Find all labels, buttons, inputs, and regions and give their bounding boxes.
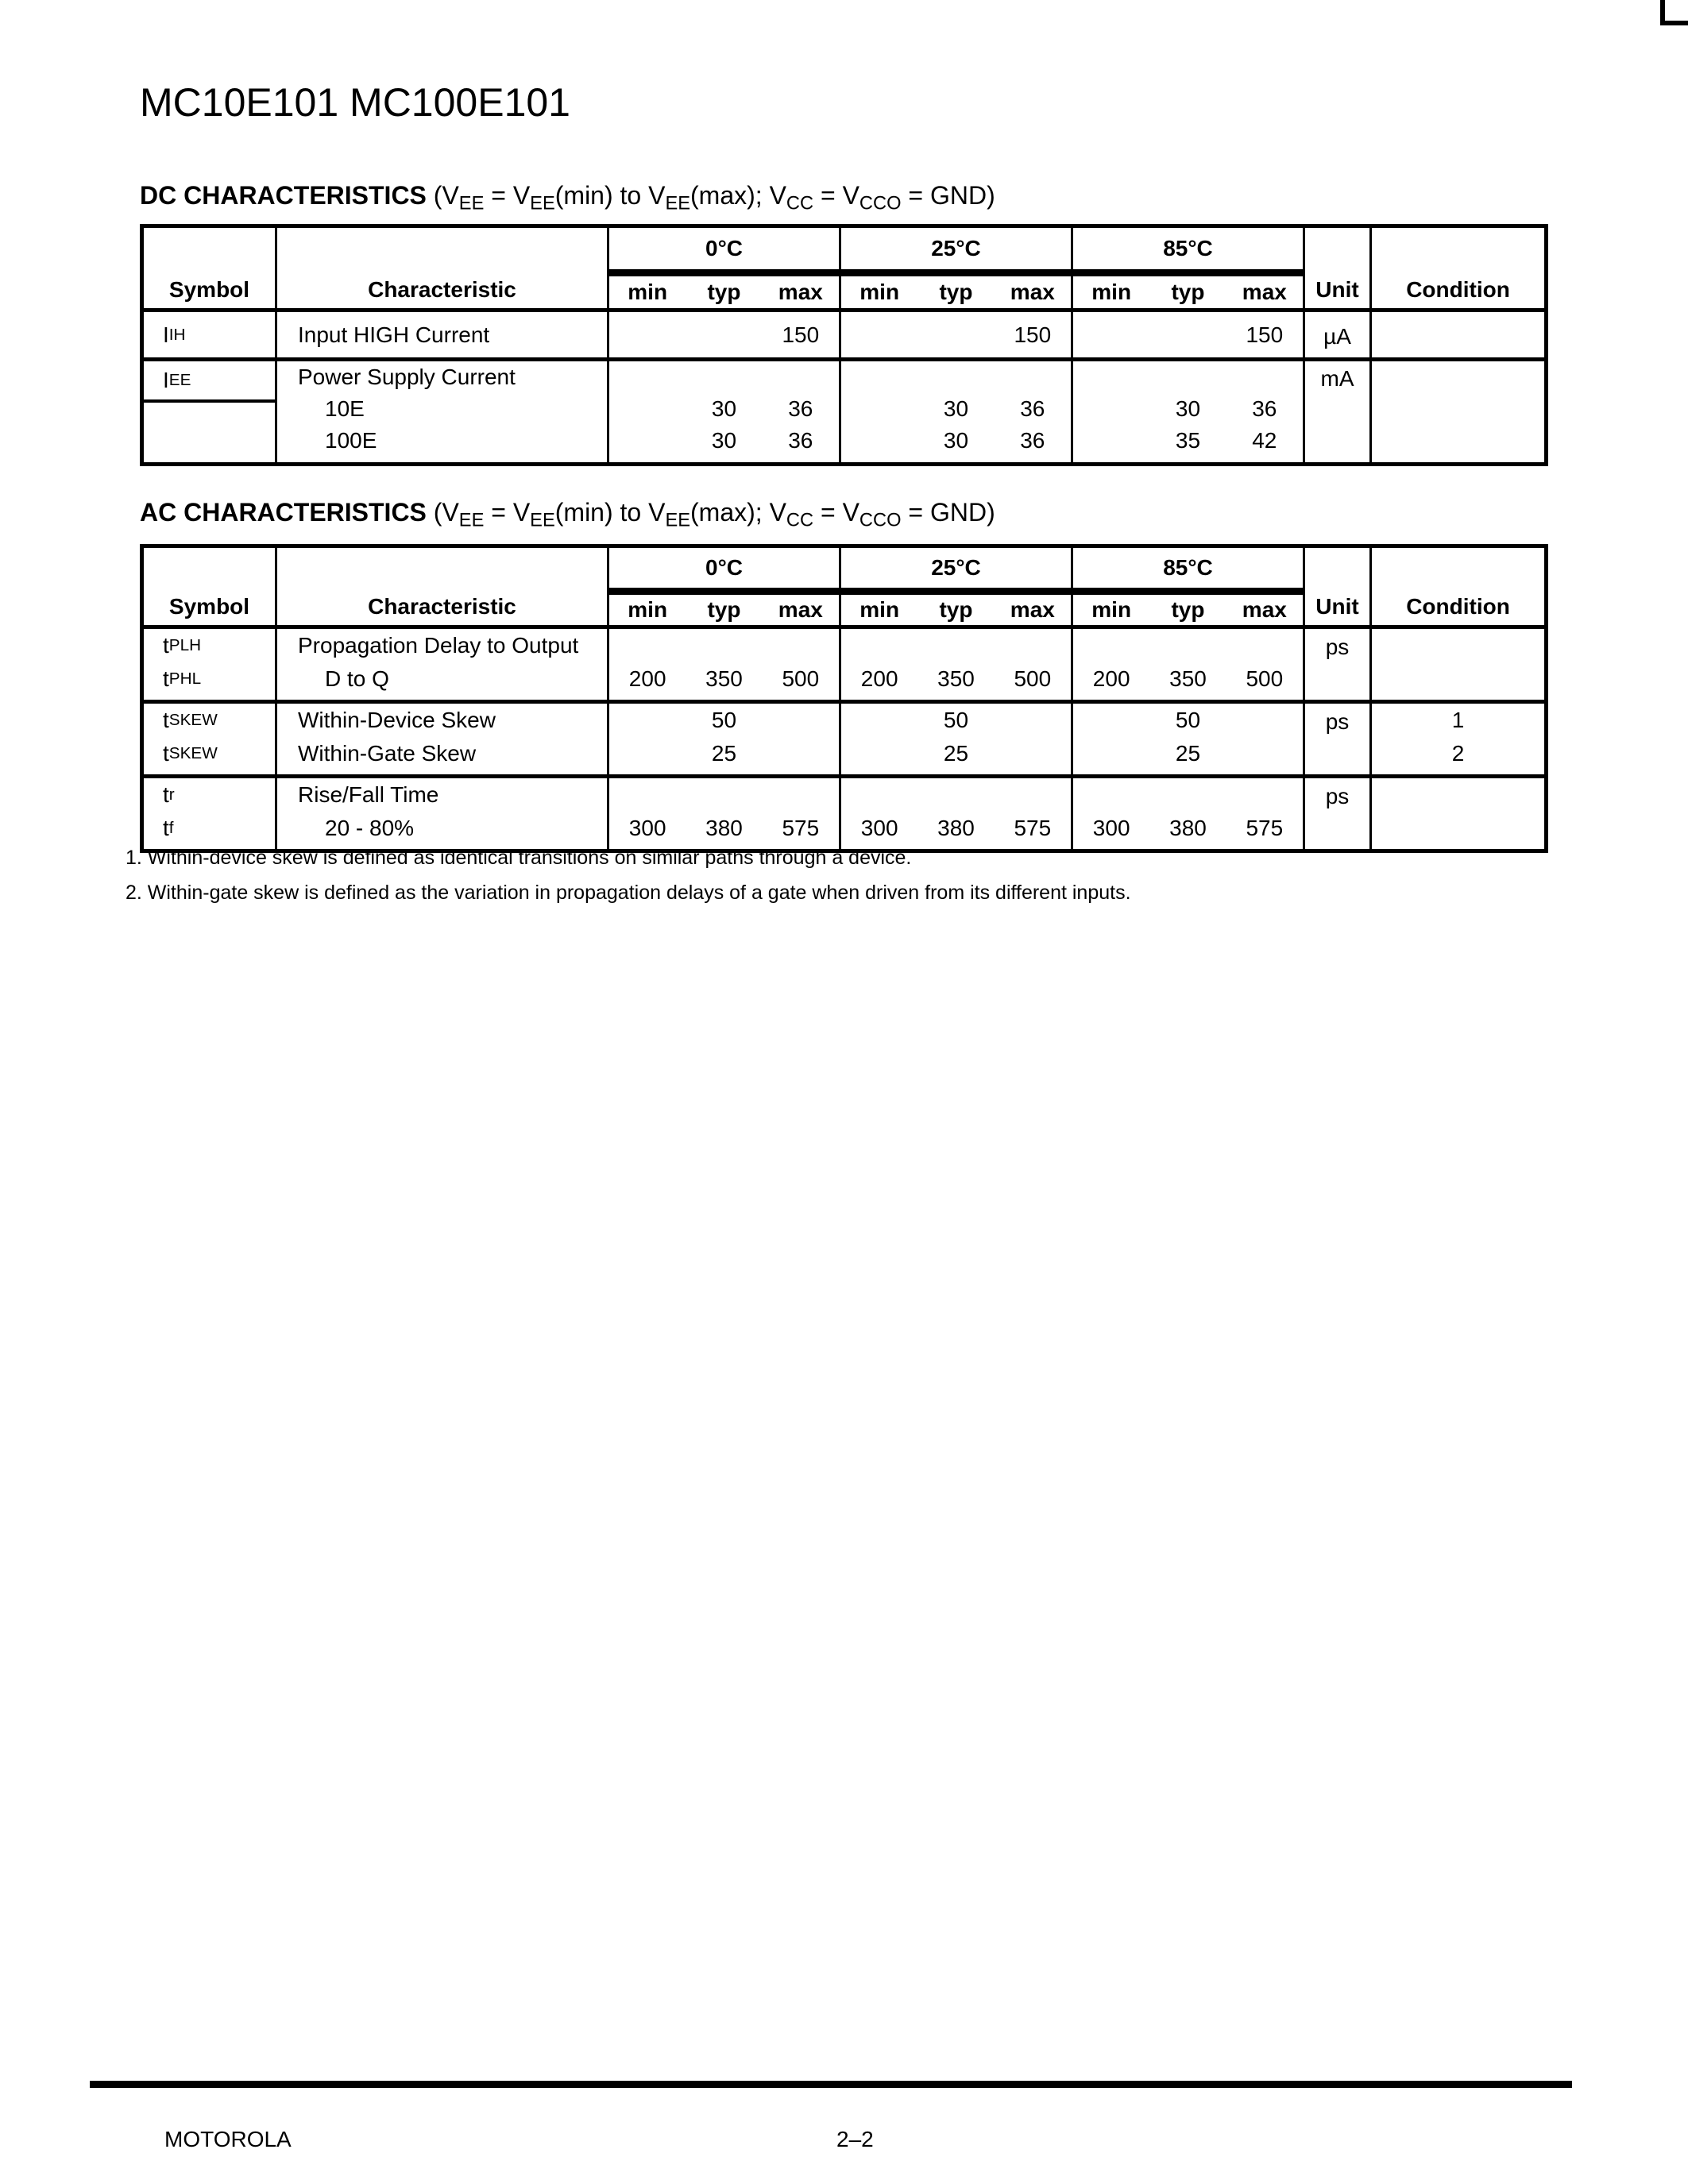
- symbol-cell: t r t f: [144, 778, 277, 849]
- unit-cell: mA: [1305, 361, 1372, 462]
- column-header-typ: typ: [1171, 280, 1205, 304]
- column-header-max: max: [778, 597, 823, 622]
- values-cell-0c: 50 25: [609, 704, 841, 774]
- header-divider-bar: [1073, 588, 1303, 595]
- values-cell-0c: 200 350 500: [609, 629, 841, 700]
- ac-row-skew: [144, 700, 1544, 774]
- values-cell-85c: 30 36 35 42: [1073, 361, 1305, 462]
- temp-column-group-85c: [1073, 228, 1305, 308]
- column-header-max: max: [1242, 597, 1287, 622]
- values-cell-0c: 300 380 575: [609, 778, 841, 849]
- column-header-typ: typ: [707, 280, 741, 304]
- column-header-min: min: [1091, 597, 1132, 622]
- values-cell-0c: 150: [609, 312, 841, 357]
- temp-column-group-25c: [841, 548, 1073, 625]
- values-cell-0c: 30 36 30 36: [609, 361, 841, 462]
- ac-heading-label: AC CHARACTERISTICS: [140, 498, 427, 527]
- condition-cell: [1372, 778, 1544, 849]
- column-header-typ: typ: [707, 597, 741, 622]
- temp-header-0c: 0°C: [705, 236, 743, 260]
- ac-characteristics-table: [140, 544, 1548, 853]
- footer-brand: MOTOROLA: [164, 2127, 292, 2151]
- column-header-typ: typ: [1171, 597, 1205, 622]
- dc-heading-conditions: ($V_{EE} = V_{EE}(\min)$ to $V_{EE}(\max)$; $V_{CC} = V_{CCO} = GND$): [433, 181, 995, 214]
- values-cell-25c: 50 25: [841, 704, 1073, 774]
- column-header-min: min: [628, 597, 668, 622]
- condition-cell: [1372, 361, 1544, 462]
- values-cell-85c: 300 380 575: [1073, 778, 1305, 849]
- footnotes: [126, 840, 1131, 910]
- temp-column-group-0c: [609, 548, 841, 625]
- column-header-typ: typ: [939, 597, 973, 622]
- footer-page-number: 2–2: [836, 2127, 874, 2151]
- temp-header-85c: 85°C: [1163, 236, 1213, 260]
- dc-characteristics-table: [140, 224, 1548, 466]
- header-divider-bar: [841, 269, 1071, 276]
- column-header-symbol: Symbol: [144, 228, 277, 308]
- temp-header-25c: 25°C: [931, 555, 981, 580]
- temp-header-0c: 0°C: [705, 555, 743, 580]
- column-header-max: max: [1242, 280, 1287, 304]
- characteristic-cell: Rise/Fall Time 20 - 80%: [277, 778, 609, 849]
- column-header-min: min: [859, 280, 900, 304]
- corner-crop-mark-icon: [1660, 0, 1688, 25]
- values-cell-85c: 200 350 500: [1073, 629, 1305, 700]
- condition-cell: [1372, 629, 1544, 700]
- symbol-cell: t PLH t PHL: [144, 629, 277, 700]
- column-header-unit: Unit: [1305, 228, 1372, 308]
- characteristic-cell: Power Supply Current 10E 100E: [277, 361, 609, 462]
- footnote-2: 2. Within-gate skew is defined as the variation in propagation delays of a gate when driven from its different inputs.: [126, 882, 1131, 904]
- condition-cell: [1372, 312, 1544, 357]
- values-cell-25c: 300 380 575: [841, 778, 1073, 849]
- values-cell-85c: 150: [1073, 312, 1305, 357]
- column-header-symbol: Symbol: [144, 548, 277, 625]
- column-header-max: max: [1010, 280, 1055, 304]
- footnote-1: 1. Within-device skew is defined as identical transitions on similar paths through a device.: [126, 847, 912, 869]
- characteristic-cell: Propagation Delay to Output D to Q: [277, 629, 609, 700]
- column-header-characteristic: Characteristic: [277, 228, 609, 308]
- ac-row-rise-fall: [144, 774, 1544, 849]
- header-divider-bar: [609, 269, 839, 276]
- unit-cell: µA: [1305, 312, 1372, 357]
- column-header-characteristic: Characteristic: [277, 548, 609, 625]
- column-header-max: max: [1010, 597, 1055, 622]
- characteristic-cell: Input HIGH Current: [277, 312, 609, 357]
- column-header-min: min: [859, 597, 900, 622]
- temp-header-25c: 25°C: [931, 236, 981, 260]
- column-header-unit: Unit: [1305, 548, 1372, 625]
- symbol-cell: I EE: [144, 361, 277, 462]
- characteristic-cell: Within-Device Skew Within-Gate Skew: [277, 704, 609, 774]
- unit-cell: ps: [1305, 704, 1372, 774]
- header-divider-bar: [1073, 269, 1303, 276]
- values-cell-25c: 200 350 500: [841, 629, 1073, 700]
- values-cell-25c: 150: [841, 312, 1073, 357]
- temp-column-group-0c: [609, 228, 841, 308]
- condition-cell: 1 2: [1451, 708, 1465, 766]
- symbol-cell: t SKEW t SKEW: [144, 704, 277, 774]
- ac-section-heading: [140, 498, 995, 532]
- dc-row-iee: [144, 357, 1544, 462]
- column-header-condition: Condition: [1406, 277, 1510, 302]
- column-header-typ: typ: [939, 280, 973, 304]
- values-cell-85c: 50 25: [1073, 704, 1305, 774]
- temp-header-85c: 85°C: [1163, 555, 1213, 580]
- unit-cell: ps: [1305, 778, 1372, 849]
- column-header-min: min: [1091, 280, 1132, 304]
- header-divider-bar: [841, 588, 1071, 595]
- dc-heading-label: DC CHARACTERISTICS: [140, 181, 427, 210]
- temp-column-group-85c: [1073, 548, 1305, 625]
- column-header-min: min: [628, 280, 668, 304]
- footer-rule: [90, 2081, 1572, 2088]
- temp-column-group-25c: [841, 228, 1073, 308]
- dc-row-iih: [144, 308, 1544, 357]
- header-divider-bar: [609, 588, 839, 595]
- ac-table-header: [144, 548, 1544, 625]
- values-cell-25c: 30 36 30 36: [841, 361, 1073, 462]
- dc-table-header: [144, 228, 1544, 308]
- ac-heading-conditions: ($V_{EE} = V_{EE}(\min)$ to $V_{EE}(\max)$; $V_{CC} = V_{CCO} = GND$): [433, 498, 995, 531]
- dc-section-heading: [140, 181, 995, 215]
- column-header-max: max: [778, 280, 823, 304]
- ac-row-propagation-delay: [144, 625, 1544, 700]
- unit-cell: ps: [1305, 629, 1372, 700]
- page-title: MC10E101 MC100E101: [140, 80, 570, 125]
- symbol-cell: I IH: [144, 312, 277, 357]
- column-header-condition: Condition: [1406, 594, 1510, 619]
